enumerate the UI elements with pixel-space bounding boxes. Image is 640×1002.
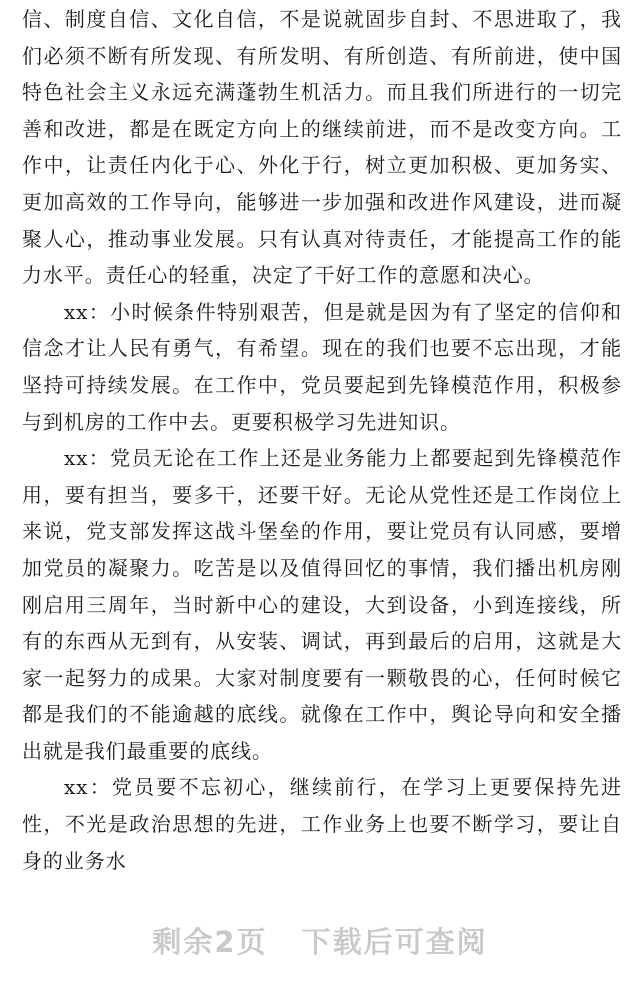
paragraph-1: 信、制度自信、文化自信，不是说就固步自封、不思进取了，我们必须不断有所发现、有所发明、有所创造、有所前进，使中国特色社会主义永远充满蓬勃生机活力。而且我们所进行的一切完善和改进，都是在既定方向上的继续前进，而不是改变方向。工作中，让责任内化于心、外化于行，树立更加积极、更加务实、更加高效的工作导向，能够进一步加强和改进作风建设，进而凝聚人心，推动事业发展。只有认真对待责任，才能提高工作的能力水平。责任心的轻重，决定了干好工作的意愿和决心。: [22, 7, 622, 288]
document-body: [22, 0, 622, 879]
paragraph-4: xx：党员要不忘初心，继续前行，在学习上更要保持先进性，不光是政治思想的先进，工作业务上也要不断学习，要让自身的业务水: [22, 775, 622, 873]
download-prompt-link[interactable]: [152, 920, 487, 961]
paragraph-2: xx：小时候条件特别艰苦，但是就是因为有了坚定的信仰和信念才让人民有勇气，有希望。现在的我们也要不忘出现，才能坚持可持续发展。在工作中，党员要起到先锋模范作用，积极参与到机房的工作中去。更要积极学习先进知识。: [22, 299, 622, 434]
download-prompt-bar[interactable]: [0, 905, 640, 975]
remaining-pages-label[interactable]: 剩余2页: [152, 924, 268, 959]
download-to-view-label[interactable]: 下载后可查阅: [301, 924, 488, 959]
paragraph-3: xx：党员无论在工作上还是业务能力上都要起到先锋模范作用，要有担当，要多干，还要干好。无论从党性还是工作岗位上来说，党支部发挥这战斗堡垒的作用，要让党员有认同感，要增加党员的凝聚力。吃苦是以及值得回忆的事情，我们播出机房刚刚启用三周年，当时新中心的建设，大到设备，小到连接线，所有的东西从无到有，从安装、调试，再到最后的启用，这就是大家一起努力的成果。大家对制度要有一颗敬畏的心，任何时候它都是我们的不能逾越的底线。就像在工作中，舆论导向和安全播出就是我们最重要的底线。: [22, 446, 622, 763]
